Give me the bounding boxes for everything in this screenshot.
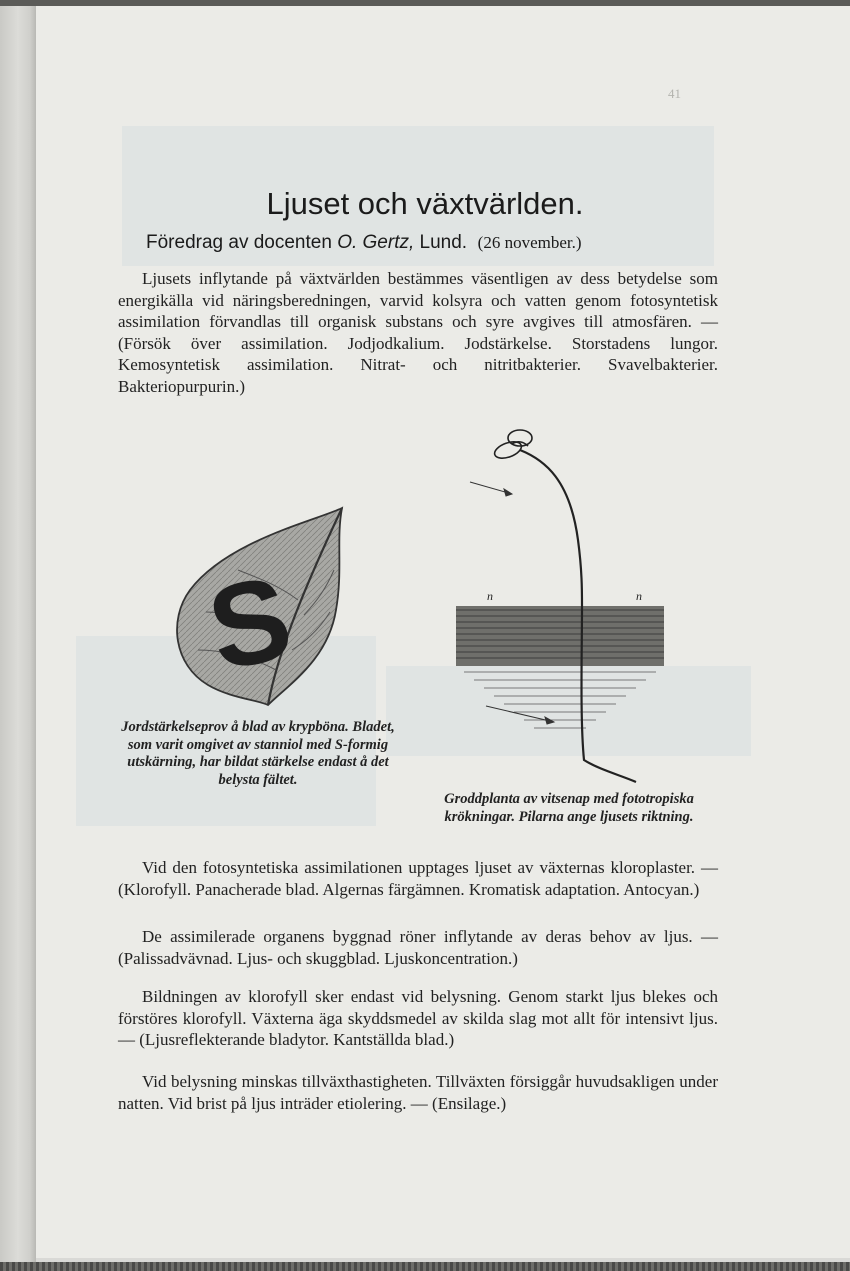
paragraph-chlorophyll: Bildningen av klorofyll sker endast vid belysning. Genom starkt ljus blekes och förstöres klorofyll. Växterna äga skyddsmedel av skilda slag mot allt för intensivt ljus. — (Ljusreflekterande bladytor. Kantställda blad.) [118,987,718,1049]
soil-label-left: n [487,589,493,603]
subtitle-place: Lund. [414,232,468,253]
cotyledons [492,430,532,461]
seedling-figure [450,420,670,790]
subtitle-date: (26 november.) [477,233,582,252]
leaf-s-letter: S [197,551,303,697]
scan-bottom-edge [0,1262,850,1271]
leaf-figure [168,500,352,715]
paragraph-chloroplasts: Vid den fotosyntetiska assimilationen upptages ljuset av växternas kloroplaster. — (Klorofyll. Panacherade blad. Algernas färgämnen. Kromatisk adaptation. Antocyan.) [118,858,718,899]
subtitle-prefix: Föredrag av docenten [146,232,338,253]
seedling-caption: Groddplanta av vitsenap med fototropiska krökningar. Pilarna ange ljusets riktning. [444,791,694,825]
light-arrow-upper [470,482,512,496]
seedling-stem [520,450,582,606]
subtitle-author: O. Gertz, [337,232,415,253]
light-arrow-lower [486,706,554,724]
soil-label-right: n [636,589,642,603]
paragraph-assimilation: Ljusets inflytande på växtvärlden bestämmes väsentligen av dess betydelse som energikälla vid näringsberedningen, varvid kolsyra och vatten genom fotosyntetisk assimilation förvandlas till organisk substans och syre avgives till atmosfären. — (Försök över assimilation. Jodjodkalium. Jodstärkelse. Storstadens lungor. Kemosyntetisk assimilation. Nitrat- och nitritbakterier. Svavelbakterier. Bakteriopurpurin.) [118,269,718,396]
soil-block [456,606,664,666]
paragraph-organ-structure: De assimilerade organens byggnad röner inflytande av deras behov av ljus. — (Palissadvävnad. Ljus- och skuggblad. Ljuskoncentration.) [118,927,718,968]
leaf-caption: Jordstärkelseprov å blad av krypböna. Bladet, som varit omgivet av stanniol med S-formig utskärning, har bildat stärkelse endast å det belysta fältet. [121,719,395,788]
paragraph-growth: Vid belysning minskas tillväxthastigheten. Tillväxten försiggår huvudsakligen under natten. Vid brist på ljus inträder etiolering. — (Ensilage.) [118,1072,718,1113]
page-number: 41 [668,86,681,101]
page-title: Ljuset och växtvärlden. [266,186,584,221]
lecture-subtitle [146,232,582,254]
